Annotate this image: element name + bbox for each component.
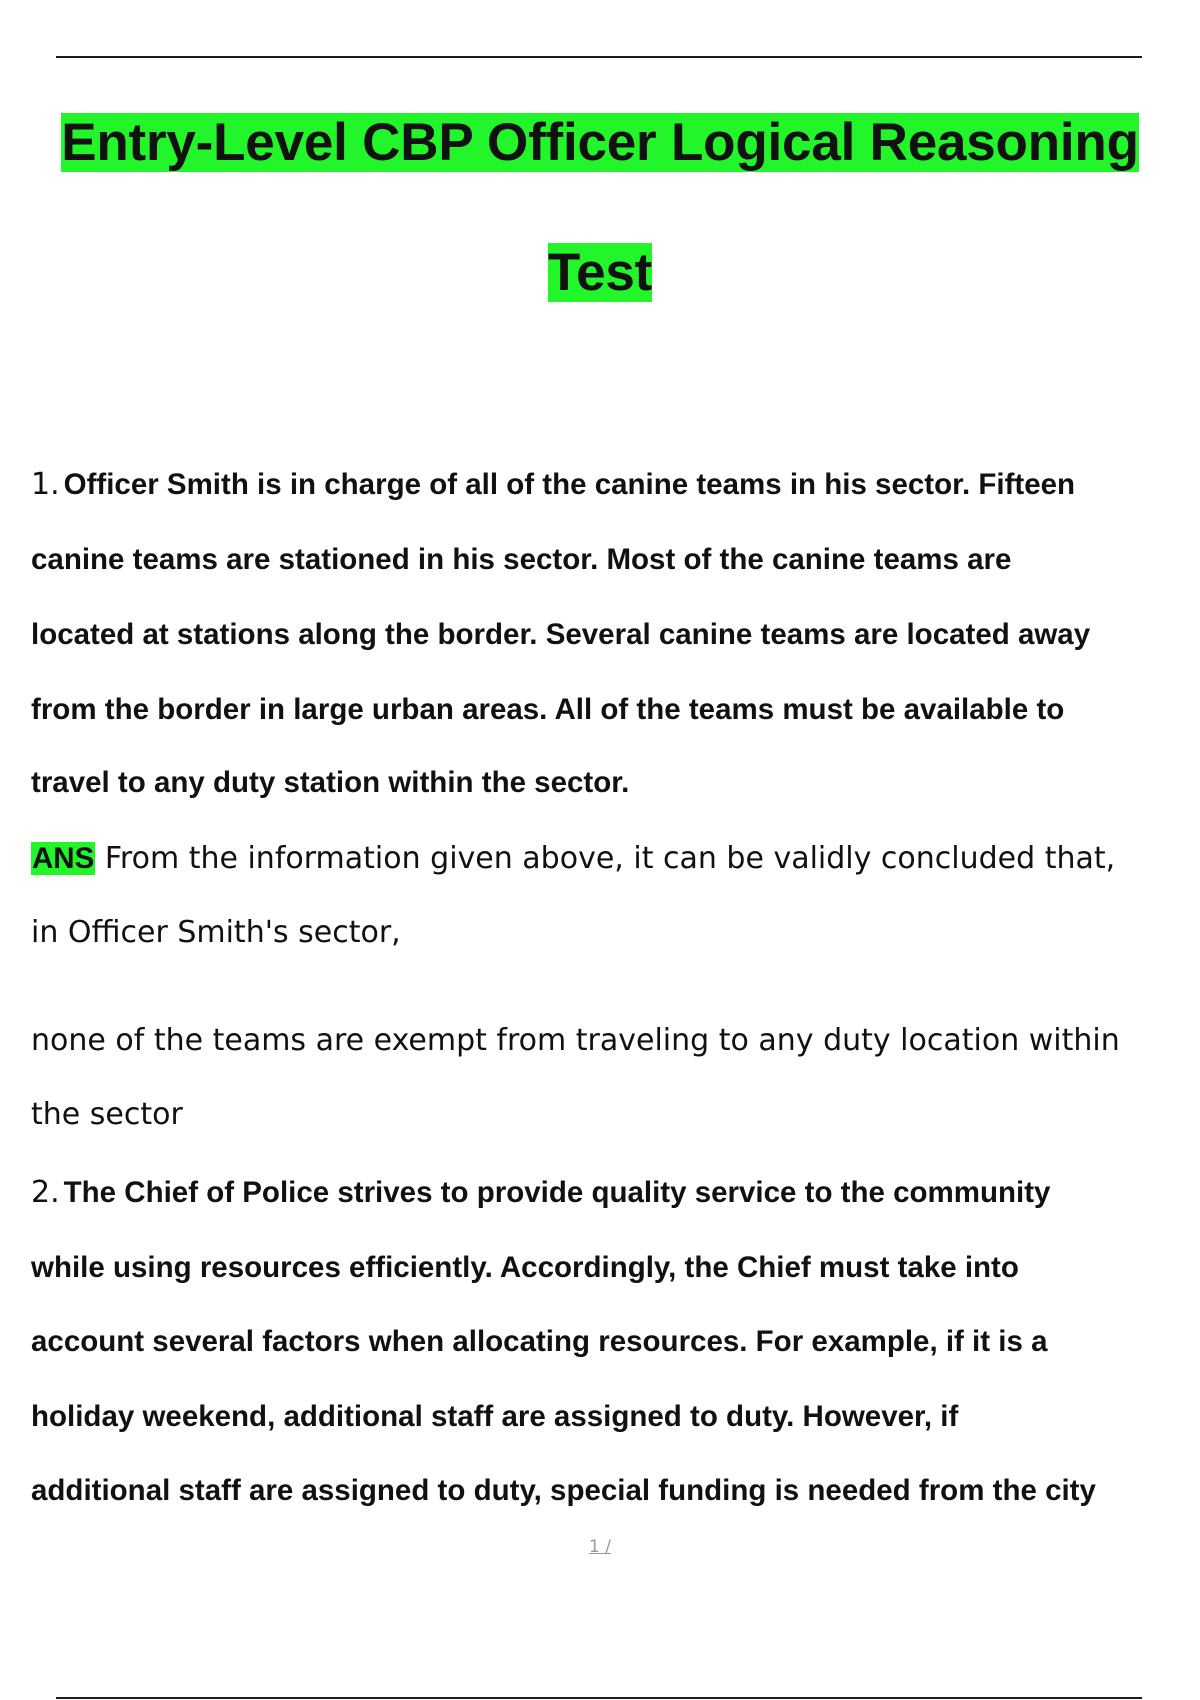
question-2-line-3: account several factors when allocating resources. For example, if it is a xyxy=(31,1325,1048,1358)
page-number: 1 / xyxy=(589,1537,611,1557)
question-1-line-4: from the border in large urban areas. All of the teams must be available to xyxy=(31,693,1065,726)
question-text: The Chief of Police strives to provide quality service to the community xyxy=(63,1176,1051,1209)
question-1-line-1 xyxy=(31,465,1075,505)
title-highlight: Test xyxy=(547,243,653,302)
question-2-line-5: additional staff are assigned to duty, special funding is needed from the city xyxy=(31,1474,1096,1507)
header-rule xyxy=(56,56,1142,58)
answer-prompt-line-1 xyxy=(31,839,1115,879)
question-text: Officer Smith is in charge of all of the canine teams in his sector. Fifteen xyxy=(63,468,1076,501)
answer-prompt-line-2: in Officer Smith's sector, xyxy=(31,915,401,950)
answer-prompt-text: From the information given above, it can be validly concluded that, xyxy=(104,841,1116,876)
question-1-line-3: located at stations along the border. Several canine teams are located away xyxy=(31,618,1091,651)
question-2-line-2: while using resources efficiently. Accordingly, the Chief must take into xyxy=(31,1251,1019,1284)
question-1-line-5: travel to any duty station within the sector. xyxy=(31,766,630,799)
question-number: 1. xyxy=(31,467,60,502)
question-2-line-1 xyxy=(31,1173,1050,1213)
title-highlight: Entry-Level CBP Officer Logical Reasoning xyxy=(61,113,1139,172)
document-title-line-1 xyxy=(0,111,1200,175)
question-1-line-2: canine teams are stationed in his sector. Most of the canine teams are xyxy=(31,543,1012,576)
question-2-line-4: holiday weekend, additional staff are assigned to duty. However, if xyxy=(31,1400,959,1433)
answer-line-2: the sector xyxy=(31,1097,183,1132)
answer-line-1: none of the teams are exempt from traveling to any duty location within xyxy=(31,1023,1120,1058)
ans-label: ANS xyxy=(32,842,95,875)
document-title-line-2 xyxy=(0,241,1200,305)
question-number: 2. xyxy=(31,1175,60,1210)
footer-rule xyxy=(56,1697,1142,1699)
